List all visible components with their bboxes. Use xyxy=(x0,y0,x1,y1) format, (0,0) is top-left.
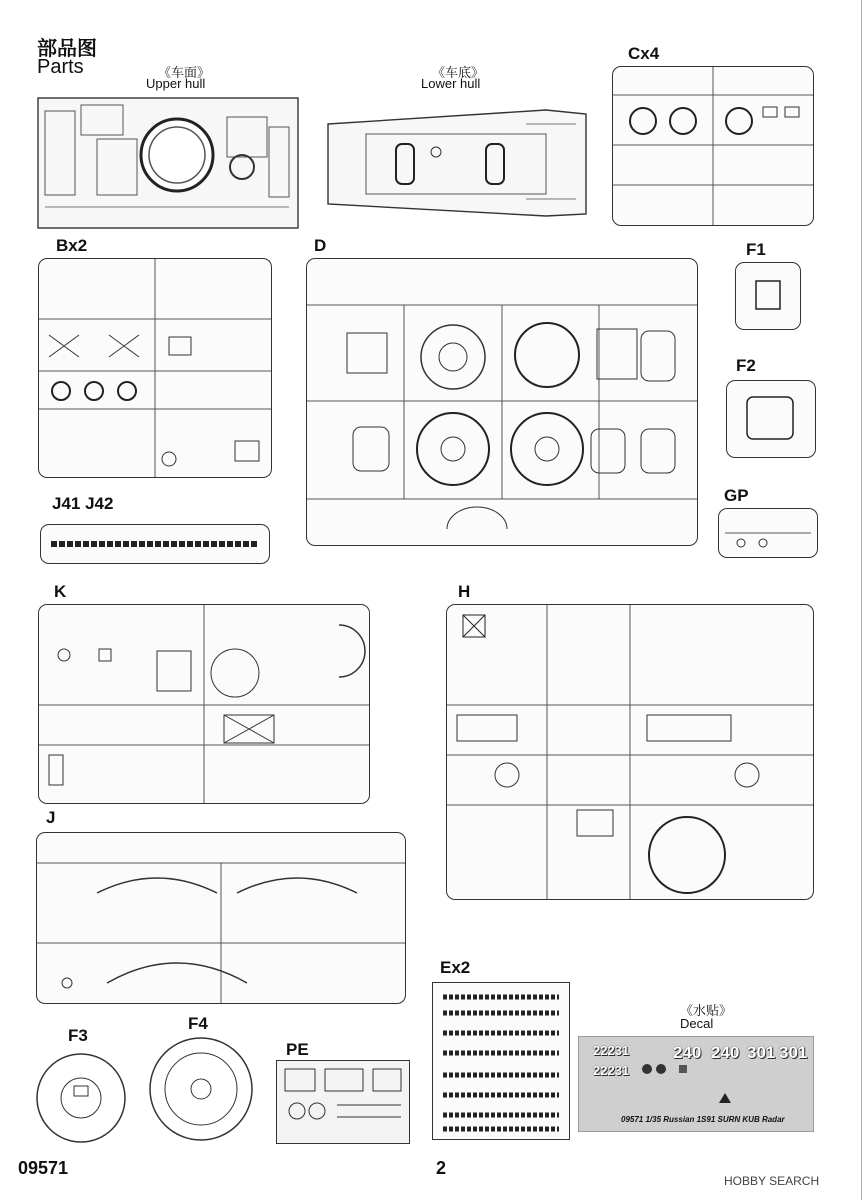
lower-hull-label-en: Lower hull xyxy=(421,76,481,91)
sprue-f2-label: F2 xyxy=(736,356,756,375)
decal-label-en: Decal xyxy=(680,1016,714,1031)
sprue-d xyxy=(306,258,698,546)
sprue-f4 xyxy=(148,1036,254,1142)
sprue-e xyxy=(432,982,570,1140)
sprue-b-label: Bx2 xyxy=(56,236,88,255)
footer-page-number: 2 xyxy=(436,1158,447,1178)
sprue-f3 xyxy=(34,1052,128,1144)
sprue-c xyxy=(612,66,814,226)
sprue-f4-label: F4 xyxy=(188,1014,208,1033)
sprue-gp-label: GP xyxy=(724,486,749,505)
decal-caption: 09571 1/35 Russian 1S91 SURN KUB Radar xyxy=(621,1115,785,1124)
sprue-j41-label: J41 J42 xyxy=(52,494,114,513)
sprue-h-label: H xyxy=(458,582,471,601)
upper-hull-label-en: Upper hull xyxy=(146,76,206,91)
title-chinese: 部品图 xyxy=(37,38,97,60)
sprue-f1-label: F1 xyxy=(746,240,766,259)
watermark-brand: HOBBY SEARCH xyxy=(724,1174,820,1188)
sprue-k-label: K xyxy=(54,582,67,601)
sprue-f2 xyxy=(726,380,816,458)
decal-number: 301 xyxy=(747,1043,776,1062)
decal-number: 22231 xyxy=(593,1043,630,1058)
title-english: Parts xyxy=(37,56,84,78)
lower-hull-label-cn: 《车底》 xyxy=(432,65,485,80)
decal-number: 240 xyxy=(673,1043,702,1062)
sprue-b xyxy=(38,258,272,478)
sprue-e-label: Ex2 xyxy=(440,958,471,977)
sprue-f3-label: F3 xyxy=(68,1026,88,1045)
sprue-pe xyxy=(276,1060,410,1144)
decal-sheet xyxy=(578,1036,814,1132)
sprue-k xyxy=(38,604,370,804)
sprue-gp xyxy=(718,508,818,558)
upper-hull-part xyxy=(37,97,299,229)
sprue-pe-label: PE xyxy=(286,1040,309,1059)
decal-number: 301 xyxy=(779,1043,808,1062)
sprue-j-label: J xyxy=(46,808,56,827)
upper-hull-label-cn: 《车面》 xyxy=(158,65,211,80)
decal-label-cn: 《水贴》 xyxy=(680,1003,733,1018)
sprue-f1 xyxy=(735,262,801,330)
lower-hull-part xyxy=(326,104,588,220)
footer-product-code: 09571 xyxy=(18,1158,69,1178)
page-edge-line xyxy=(861,0,862,1200)
decal-number: 22231 xyxy=(593,1063,630,1078)
sprue-h xyxy=(446,604,814,900)
sprue-j xyxy=(36,832,406,1004)
sprue-d-label: D xyxy=(314,236,327,255)
sprue-j41 xyxy=(40,524,270,564)
decal-number: 240 xyxy=(711,1043,740,1062)
sprue-c-label: Cx4 xyxy=(628,44,660,63)
